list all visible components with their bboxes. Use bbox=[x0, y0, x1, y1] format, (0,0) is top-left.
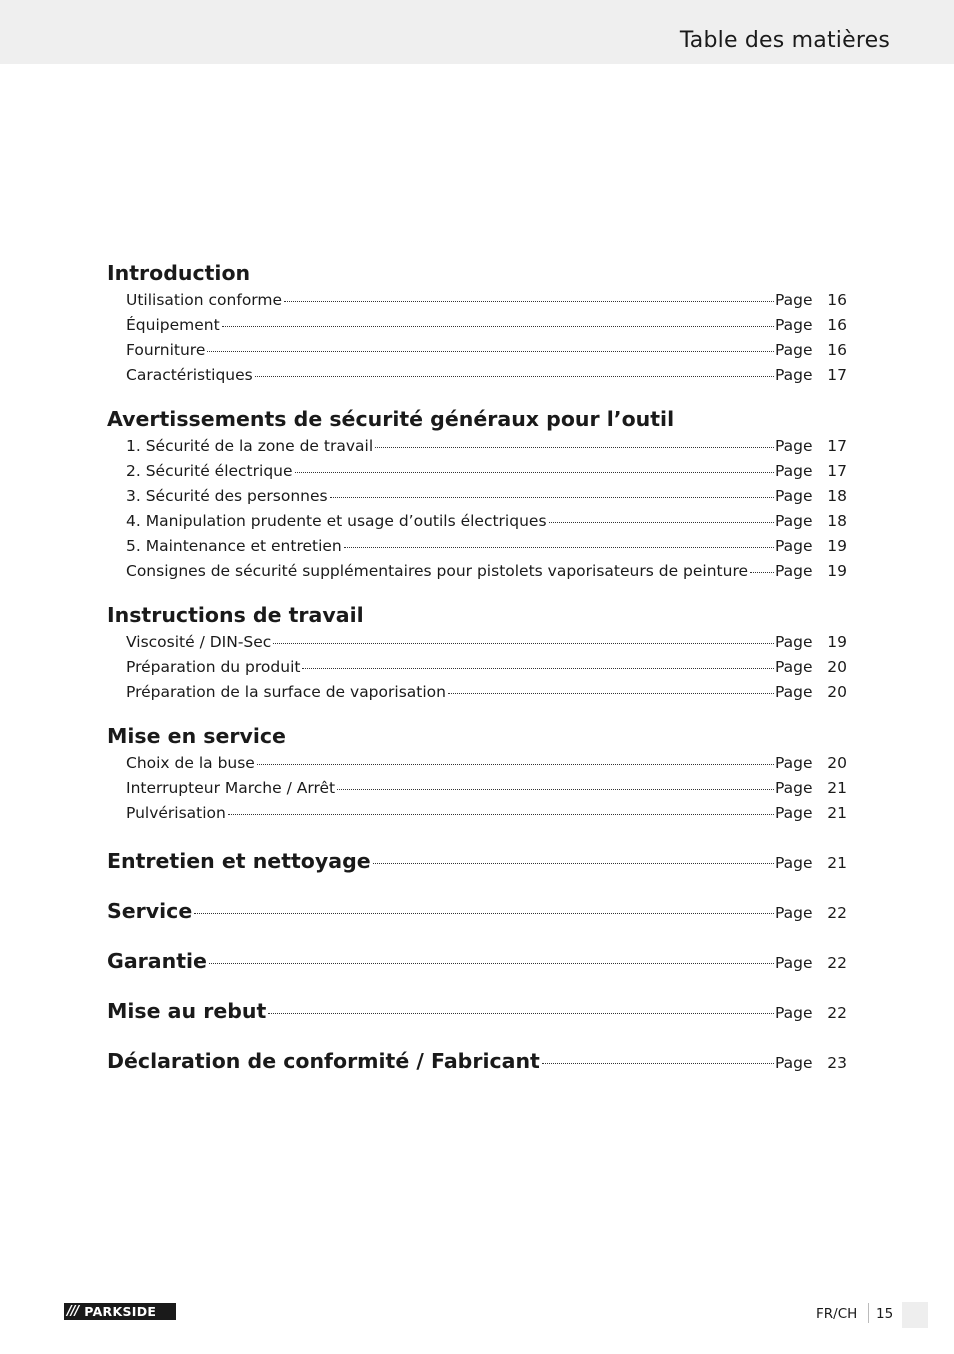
toc-entry[interactable] bbox=[107, 288, 847, 313]
toc-section bbox=[107, 721, 847, 826]
dot-leader bbox=[209, 963, 774, 964]
toc-entry-label: 5. Maintenance et entretien bbox=[126, 537, 342, 555]
footer-tab-marker bbox=[902, 1302, 928, 1328]
dot-leader bbox=[228, 814, 774, 815]
toc-entry-page: Page 17 bbox=[775, 462, 847, 480]
toc-entry-label: Choix de la buse bbox=[126, 754, 255, 772]
toc-section bbox=[107, 258, 847, 388]
toc-entry[interactable] bbox=[107, 680, 847, 705]
toc-entry-page: Page 17 bbox=[775, 366, 847, 384]
toc-entry-page: Page 20 bbox=[775, 658, 847, 676]
table-of-contents bbox=[107, 258, 847, 1096]
toc-entry-label: Équipement bbox=[126, 316, 220, 334]
toc-entry-label: Viscosité / DIN-Sec bbox=[126, 633, 272, 651]
toc-entry[interactable] bbox=[107, 509, 847, 534]
toc-section-title: Avertissements de sécurité généraux pour l’outil bbox=[107, 407, 675, 431]
toc-section-title: Garantie bbox=[107, 949, 207, 973]
toc-entry-label: Utilisation conforme bbox=[126, 291, 283, 309]
toc-section bbox=[107, 404, 847, 584]
toc-entry-page: Page 19 bbox=[775, 633, 847, 651]
toc-section-row[interactable] bbox=[107, 1046, 847, 1076]
dot-leader bbox=[295, 472, 774, 473]
toc-entry[interactable] bbox=[107, 655, 847, 680]
toc-section-title: Introduction bbox=[107, 261, 251, 285]
dot-leader bbox=[273, 643, 774, 644]
toc-section-title: Déclaration de conformité / Fabricant bbox=[107, 1049, 540, 1073]
toc-entry[interactable] bbox=[107, 313, 847, 338]
logo-slashes: /// bbox=[67, 1304, 79, 1319]
toc-entry[interactable] bbox=[107, 630, 847, 655]
dot-leader bbox=[344, 547, 774, 548]
page-title: Table des matières bbox=[679, 28, 890, 53]
toc-entry-page: Page 21 bbox=[775, 779, 847, 797]
dot-leader bbox=[330, 497, 774, 498]
dot-leader bbox=[375, 447, 774, 448]
toc-section bbox=[107, 600, 847, 705]
toc-entry-label: 2. Sécurité électrique bbox=[126, 462, 293, 480]
toc-entry-label: Interrupteur Marche / Arrêt bbox=[126, 779, 336, 797]
toc-entry-label: Fourniture bbox=[126, 341, 206, 359]
toc-entry-label: Préparation de la surface de vaporisation bbox=[126, 683, 446, 701]
dot-leader bbox=[255, 376, 774, 377]
dot-leader bbox=[207, 351, 774, 352]
toc-entry[interactable] bbox=[107, 434, 847, 459]
toc-entry-page: Page 16 bbox=[775, 316, 847, 334]
toc-entry-label: Caractéristiques bbox=[126, 366, 253, 384]
dot-leader bbox=[302, 668, 774, 669]
toc-section-page: Page 22 bbox=[775, 904, 847, 922]
toc-entry-page: Page 18 bbox=[775, 512, 847, 530]
footer-page-number: 15 bbox=[876, 1306, 894, 1322]
dot-leader bbox=[284, 301, 774, 302]
toc-section-title: Entretien et nettoyage bbox=[107, 849, 371, 873]
toc-entry[interactable] bbox=[107, 484, 847, 509]
toc-section-page: Page 22 bbox=[775, 954, 847, 972]
toc-entry-label: Préparation du produit bbox=[126, 658, 301, 676]
dot-leader bbox=[222, 326, 774, 327]
logo-brand: PARKSIDE bbox=[84, 1304, 157, 1319]
toc-entry-page: Page 16 bbox=[775, 341, 847, 359]
toc-section-row[interactable] bbox=[107, 946, 847, 976]
toc-entry[interactable] bbox=[107, 751, 847, 776]
parkside-logo bbox=[64, 1303, 176, 1320]
toc-entry-page: Page 16 bbox=[775, 291, 847, 309]
toc-entry-label: 4. Manipulation prudente et usage d’outils électriques bbox=[126, 512, 547, 530]
footer-divider bbox=[868, 1303, 869, 1323]
footer-locale: FR/CH bbox=[816, 1306, 858, 1322]
toc-entry-label: Consignes de sécurité supplémentaires pour pistolets vaporisateurs de peinture bbox=[126, 562, 749, 580]
toc-entry-page: Page 18 bbox=[775, 487, 847, 505]
toc-section-row[interactable] bbox=[107, 896, 847, 926]
toc-entry-label: 1. Sécurité de la zone de travail bbox=[126, 437, 374, 455]
toc-section-page: Page 23 bbox=[775, 1054, 847, 1072]
toc-entry-page: Page 19 bbox=[775, 537, 847, 555]
toc-section-title: Instructions de travail bbox=[107, 603, 364, 627]
toc-entry-page: Page 21 bbox=[775, 804, 847, 822]
toc-entry-page: Page 20 bbox=[775, 683, 847, 701]
dot-leader bbox=[542, 1063, 774, 1064]
toc-entry-page: Page 20 bbox=[775, 754, 847, 772]
dot-leader bbox=[194, 913, 774, 914]
dot-leader bbox=[337, 789, 774, 790]
header-bar bbox=[0, 0, 954, 64]
dot-leader bbox=[373, 863, 774, 864]
toc-entry[interactable] bbox=[107, 338, 847, 363]
toc-section-row[interactable] bbox=[107, 846, 847, 876]
toc-section-page: Page 21 bbox=[775, 854, 847, 872]
toc-section-row[interactable] bbox=[107, 996, 847, 1026]
toc-entry[interactable] bbox=[107, 363, 847, 388]
dot-leader bbox=[268, 1013, 774, 1014]
toc-entry[interactable] bbox=[107, 559, 847, 584]
toc-entry-label: 3. Sécurité des personnes bbox=[126, 487, 328, 505]
toc-entry[interactable] bbox=[107, 801, 847, 826]
toc-entry[interactable] bbox=[107, 534, 847, 559]
dot-leader bbox=[750, 572, 774, 573]
dot-leader bbox=[549, 522, 774, 523]
toc-section-page: Page 22 bbox=[775, 1004, 847, 1022]
dot-leader bbox=[448, 693, 774, 694]
toc-entry[interactable] bbox=[107, 776, 847, 801]
toc-section-title: Mise en service bbox=[107, 724, 286, 748]
toc-entry-page: Page 19 bbox=[775, 562, 847, 580]
toc-entry[interactable] bbox=[107, 459, 847, 484]
toc-entry-label: Pulvérisation bbox=[126, 804, 226, 822]
dot-leader bbox=[257, 764, 774, 765]
toc-section-title: Service bbox=[107, 899, 193, 923]
toc-section-title: Mise au rebut bbox=[107, 999, 267, 1023]
toc-entry-page: Page 17 bbox=[775, 437, 847, 455]
